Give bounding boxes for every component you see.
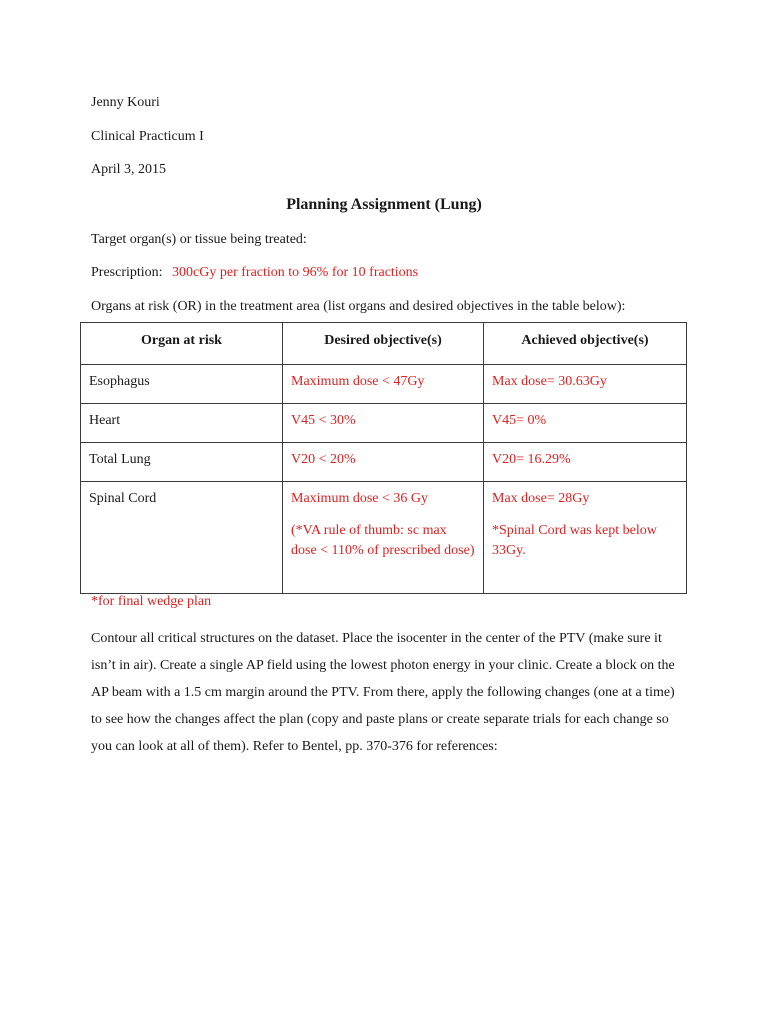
organ-cell: Esophagus	[81, 365, 283, 404]
document-date: April 3, 2015	[91, 162, 167, 177]
achieved-note: *Spinal Cord was kept below 33Gy.	[492, 523, 657, 558]
header-organ: Organ at risk	[81, 323, 283, 365]
table-row	[81, 443, 687, 482]
header-desired: Desired objective(s)	[283, 323, 484, 365]
table-footnote: *for final wedge plan	[91, 594, 212, 609]
author-name: Jenny Kouri	[91, 95, 160, 110]
desired-text: Maximum dose < 36 Gy	[291, 491, 428, 506]
desired-note: (*VA rule of thumb: sc max dose < 110% of prescribed dose)	[291, 523, 475, 558]
course-name: Clinical Practicum I	[91, 129, 204, 144]
table-row	[81, 365, 687, 404]
desired-cell	[283, 482, 484, 594]
desired-cell: V20 < 20%	[283, 443, 484, 482]
organ-cell: Total Lung	[81, 443, 283, 482]
achieved-cell: Max dose= 30.63Gy	[484, 365, 687, 404]
achieved-cell: V20= 16.29%	[484, 443, 687, 482]
achieved-cell: V45= 0%	[484, 404, 687, 443]
oar-intro: Organs at risk (OR) in the treatment area (list organs and desired objectives in the table below):	[91, 299, 626, 314]
header-achieved: Achieved objective(s)	[484, 323, 687, 365]
table-header-row	[81, 323, 687, 365]
achieved-text: Max dose= 28Gy	[492, 491, 590, 506]
desired-cell: V45 < 30%	[283, 404, 484, 443]
table-row	[81, 404, 687, 443]
prescription-label: Prescription:	[91, 265, 163, 280]
table-row	[81, 482, 687, 594]
target-label: Target organ(s) or tissue being treated:	[91, 232, 307, 247]
prescription-line	[91, 264, 418, 282]
organ-cell: Heart	[81, 404, 283, 443]
prescription-value: 300cGy per fraction to 96% for 10 fractions	[172, 265, 419, 280]
desired-cell: Maximum dose < 47Gy	[283, 365, 484, 404]
organs-at-risk-table	[80, 322, 687, 594]
achieved-cell	[484, 482, 687, 594]
instructions-paragraph: Contour all critical structures on the dataset. Place the isocenter in the center of the PTV (make sure it isn’t in air). Create a single AP field using the lowest photon energy in your clinic. Create a block on the AP beam with a 1.5 cm margin around the PTV. From there, apply the following changes (one at a time) to see how the changes affect the plan (copy and paste plans or create separate trials for each change so you can look at all of them). Refer to Bentel, pp. 370-376 for references:	[91, 631, 675, 754]
document-title: Planning Assignment (Lung)	[286, 196, 482, 213]
organ-cell: Spinal Cord	[81, 482, 283, 594]
